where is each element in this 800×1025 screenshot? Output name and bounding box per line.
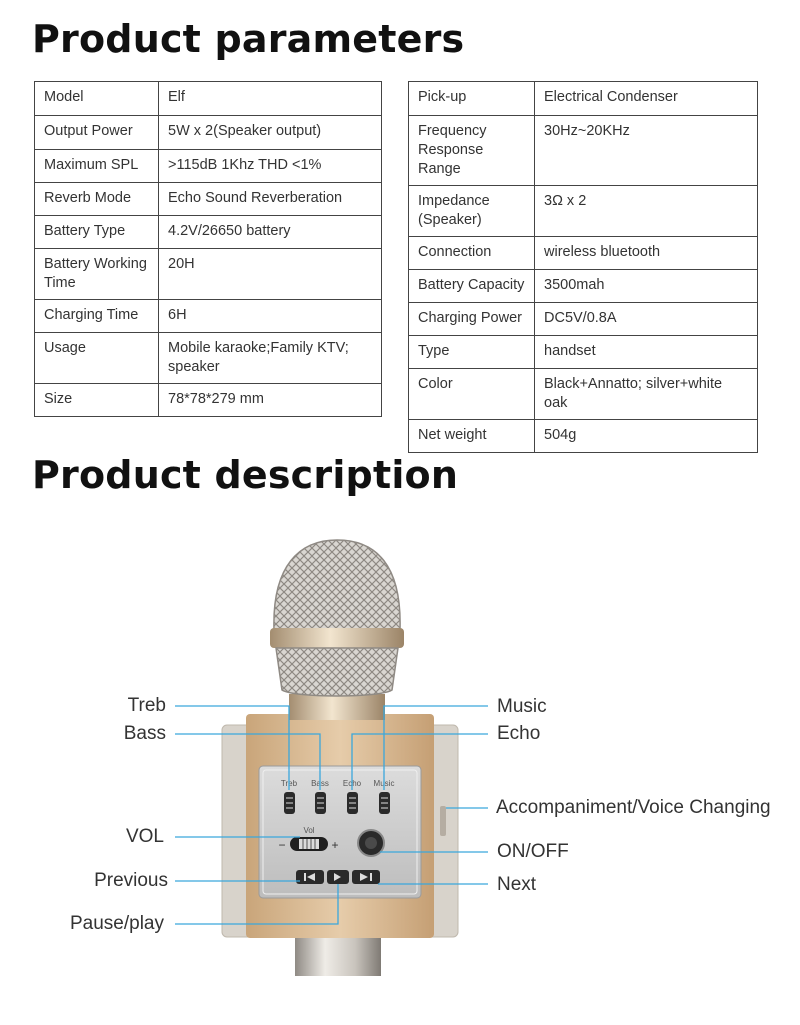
mic-ring [270,628,404,648]
spec-key: Size [35,384,159,417]
treb-knob[interactable] [284,792,295,814]
spec-value: >115dB 1Khz THD <1% [159,150,382,183]
spec-value: handset [535,336,758,369]
next-button[interactable] [352,870,380,884]
volume-wheel[interactable] [290,837,328,851]
vol-minus-icon: − [278,838,286,852]
callout-on-off: ON/OFF [497,841,569,862]
spec-key: Net weight [409,420,535,453]
spec-value: Elf [159,82,382,116]
callout-pause-play: Pause/play [69,913,164,934]
spec-key: Usage [35,333,159,384]
callout-previous: Previous [94,870,168,891]
music-knob[interactable] [379,792,390,814]
bass-knob[interactable] [315,792,326,814]
spec-key: Battery Working Time [35,249,159,300]
spec-key: Battery Capacity [409,270,535,303]
spec-key: Connection [409,237,535,270]
description-heading: Product description [32,453,459,497]
spec-value: 5W x 2(Speaker output) [159,116,382,150]
callout-bass: Bass [123,723,166,744]
parameters-heading: Product parameters [32,17,465,61]
spec-key: Maximum SPL [35,150,159,183]
spec-value: 6H [159,300,382,333]
mic-neck [289,694,385,720]
callout-music: Music [497,696,547,717]
echo-knob[interactable] [347,792,358,814]
mic-head-bottom [276,648,398,696]
panel-label-treb: Treb [280,779,298,788]
spec-value: Electrical Condenser [535,82,758,116]
spec-key: Color [409,369,535,420]
spec-value: 3500mah [535,270,758,303]
spec-key: Output Power [35,116,159,150]
callout-vol: VOL [125,826,164,847]
panel-label-echo: Echo [342,779,362,788]
pause-play-button[interactable] [327,870,349,884]
spec-value: DC5V/0.8A [535,303,758,336]
spec-key: Charging Time [35,300,159,333]
spec-value: Mobile karaoke;Family KTV; speaker [159,333,382,384]
callout-accompaniment: Accompaniment/Voice Changing [496,797,771,818]
spec-key: Battery Type [35,216,159,249]
mic-head-top [274,540,400,630]
spec-value: 3Ω x 2 [535,186,758,237]
spec-value: 504g [535,420,758,453]
spec-key: Pick-up [409,82,535,116]
panel-label-music: Music [373,779,395,788]
panel-label-vol: Vol [303,826,315,835]
callout-next: Next [497,874,537,895]
previous-button[interactable] [296,870,324,884]
spec-value: 20H [159,249,382,300]
spec-key: Reverb Mode [35,183,159,216]
accompaniment-switch[interactable] [440,806,446,836]
spec-value: Echo Sound Reverberation [159,183,382,216]
spec-key: Model [35,82,159,116]
panel-label-bass: Bass [311,779,329,788]
spec-value: 78*78*279 mm [159,384,382,417]
spec-value: Black+Annatto; silver+white oak [535,369,758,420]
spec-value: 30Hz~20KHz [535,116,758,186]
spec-value: wireless bluetooth [535,237,758,270]
spec-key: Charging Power [409,303,535,336]
callout-treb: Treb [127,695,166,716]
callout-echo: Echo [497,723,541,744]
spec-key: Frequency Response Range [409,116,535,186]
spec-key: Impedance (Speaker) [409,186,535,237]
vol-plus-icon: + [331,838,339,852]
spec-key: Type [409,336,535,369]
spec-value: 4.2V/26650 battery [159,216,382,249]
